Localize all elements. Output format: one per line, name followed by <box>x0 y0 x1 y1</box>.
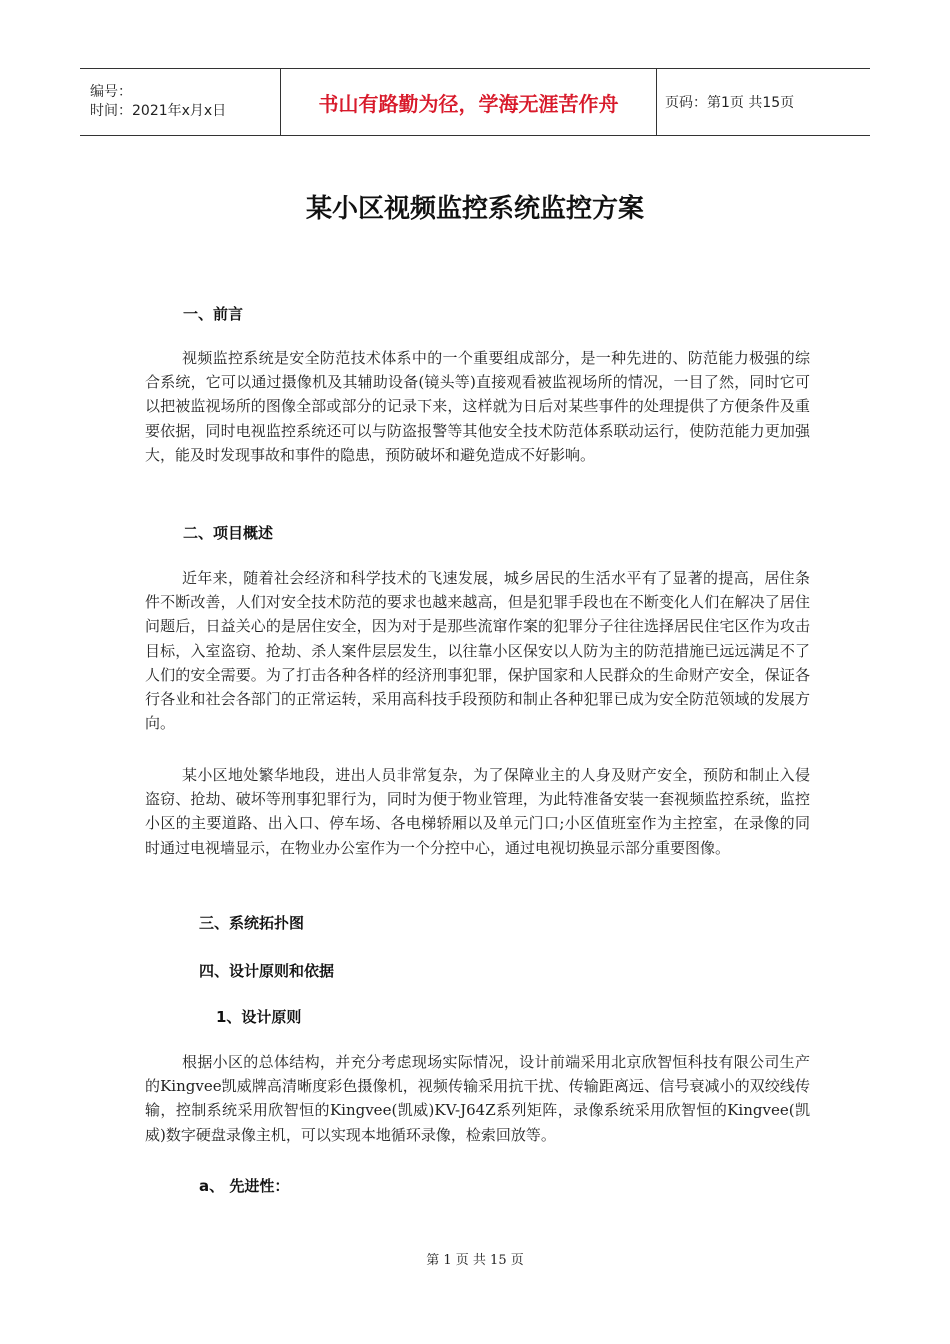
header-page-info <box>657 69 870 135</box>
document-time-label: 时间：2021年x月x日 <box>90 103 227 119</box>
page-footer: 第 1 页 共 15 页 <box>426 1253 524 1268</box>
motto-text: 书山有路勤为径，学海无涯苦作舟 <box>318 91 619 116</box>
document-title: 某小区视频监控系统监控方案 <box>305 194 644 224</box>
paragraph-overview-1: 近年来，随着社会经济和科学技术的飞速发展，城乡居民的生活水平有了显著的提高，居住条件不断改善，人们对安全技术防范的要求也越来越高，但是犯罪手段也在不断变化人们在解决了居住问题后，日益关心的是居住安全，因为对于是那些流窜作案的犯罪分子往往选择居民住宅区作为攻击目标，入室盗窃、抢劫、杀人案件层层发生，以往靠小区保安以人防为主的防范措施已远远满足不了人们的安全需要。为了打击各种各样的经济刑事犯罪，保护国家和人民群众的生命财产安全，保证各行各业和社会各部门的正常运转，采用高科技手段预防和制止各种犯罪已成为安全防范领域的发展方向。 <box>145 569 810 733</box>
subsection-heading-design-principles: 1、设计原则 <box>216 1008 302 1026</box>
page-header <box>80 68 870 136</box>
section-heading-topology: 三、系统拓扑图 <box>199 914 305 932</box>
section-heading-design: 四、设计原则和依据 <box>199 962 335 980</box>
section-heading-overview: 二、项目概述 <box>183 524 274 542</box>
header-motto <box>281 69 657 135</box>
paragraph-overview-2: 某小区地处繁华地段，进出人员非常复杂，为了保障业主的人身及财产安全，预防和制止入侵盗窃、抢劫、破坏等刑事犯罪行为，同时为便于物业管理，为此特准备安装一套视频监控系统，监控小区的主要道路、出入口、停车场、各电梯轿厢以及单元门口;小区值班室作为主控室，在录像的同时通过电视墙显示，在物业办公室作为一个分控中心，通过电视切换显示部分重要图像。 <box>145 766 810 857</box>
document-number-label: 编号： <box>90 84 132 100</box>
section-heading-preface: 一、前言 <box>183 305 244 323</box>
header-meta <box>80 69 281 135</box>
subsection-heading-advanced: a、 先进性： <box>199 1177 290 1195</box>
paragraph-design-principles: 根据小区的总体结构，并充分考虑现场实际情况，设计前端采用北京欣智恒科技有限公司生产的Kingvee凯威牌高清晰度彩色摄像机，视频传输采用抗干扰、传输距离远、信号衰减小的双绞线传输，控制系统采用欣智恒的Kingvee(凯威)KV-J64Z系列矩阵，录像系统采用欣智恒的Kingvee(凯威)数字硬盘录像主机，可以实现本地循环录像，检索回放等。 <box>145 1053 810 1144</box>
paragraph-preface: 视频监控系统是安全防范技术体系中的一个重要组成部分，是一种先进的、防范能力极强的综合系统，它可以通过摄像机及其辅助设备(镜头等)直接观看被监视场所的情况，一目了然，同时它可以把被监视场所的图像全部或部分的记录下来，这样就为日后对某些事件的处理提供了方便条件及重要依据，同时电视监控系统还可以与防盗报警等其他安全技术防范体系联动运行，使防范能力更加强大，能及时发现事故和事件的隐患，预防破坏和避免造成不好影响。 <box>145 349 810 464</box>
page-info-text: 页码：第1页 共15页 <box>665 95 795 111</box>
